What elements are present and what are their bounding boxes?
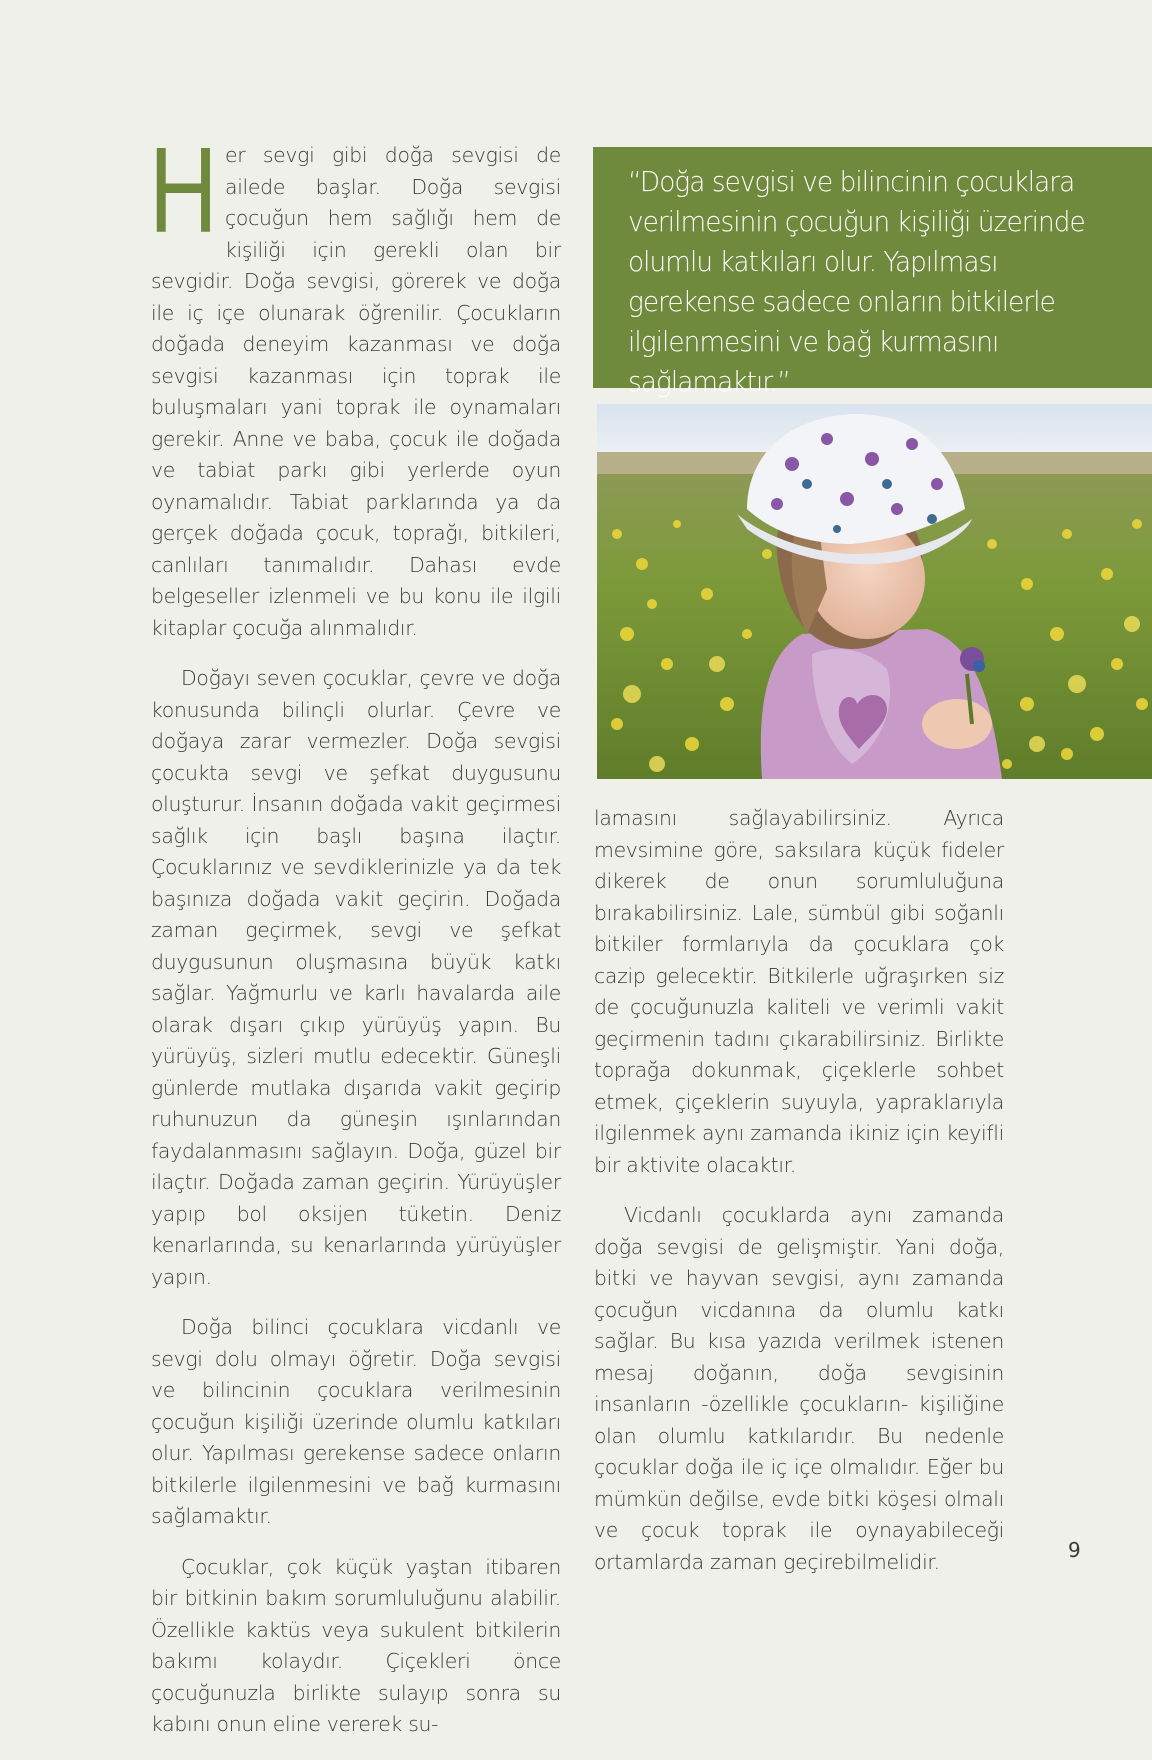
drop-cap: H <box>149 122 218 258</box>
paragraph-4: Çocuklar, çok küçük yaştan itibaren bir bitkinin bakım sorumluluğunu alabilir. Özellikle kaktüs veya sukulent bitkilerin bakımı kolaydır. Çiçekleri önce çocuğunuzla birlikte sulayıp sonra su kabını onun eline vererek su- <box>151 1554 561 1736</box>
paragraph-3: Doğa bilinci çocuklara vicdanlı ve sevgi dolu olmayı öğretir. Doğa sevgisi ve bilincinin çocuklara verilmesinin çocuğun kişiliği üzerinde olumlu katkıları olur. Yapılması gerekense sadece onların bitkilerle ilgilenmesini ve bağ kurmasını sağlamaktır. <box>151 1315 561 1528</box>
left-column <box>149 122 561 1760</box>
right-column <box>594 803 1004 1597</box>
child-flower-photo <box>597 404 1152 779</box>
pull-quote-box <box>593 147 1152 398</box>
paragraph-1 <box>149 122 561 644</box>
paragraph-2: Doğayı seven çocuklar, çevre ve doğa konusunda bilinçli olurlar. Çevre ve doğaya zarar vermezler. Doğa sevgisi çocukta sevgi ve şefkat duygusunu oluşturur. İnsanın doğada vakit geçirmesi sağlık için başlı başına ilaçtır. Çocuklarınız ve sevdiklerinizle ya da tek başınıza doğada vakit geçirin. Doğada zaman geçirmek, sevgi ve şefkat duygusunun oluşmasına büyük katkı sağlar. Yağmurlu ve karlı havalarda aile olarak dışarı çıkıp yürüyüş yapın. Bu yürüyüş, sizleri mutlu edecektir. Güneşli günlerde mutlaka dışarıda vakit geçirip ruhunuzun da güneşin ışınlarından faydalanmasını sağlayın. Doğa, güzel bir ilaçtır. Doğada zaman geçirin. Yürüyüşler yapıp bol oksijen tüketin. Deniz kenarlarında, su kenarlarında yürüyüşler yapın. <box>151 666 561 1289</box>
page-number: 9 <box>1068 1538 1081 1562</box>
paragraph-5: lamasını sağlayabilirsiniz. Ayrıca mevsimine göre, saksılara küçük fideler dikerek de onun sorumluluğuna bırakabilirsiniz. Lale, sümbül gibi soğanlı bitkiler formlarıyla da çocuklara çok cazip gelecektir. Bitkilerle uğraşırken siz de çocuğunuzla kaliteli ve verimli vakit geçirmenin tadını çıkarabilirsiniz. Birlikte toprağa dokunmak, çiçeklerle sohbet etmek, çiçeklerin suyuyla, yapraklarıyla ilgilenmek aynı zamanda ikiniz için keyifli bir aktivite olacaktır. <box>594 806 1004 1177</box>
paragraph-6: Vicdanlı çocuklarda aynı zamanda doğa sevgisi de gelişmiştir. Yani doğa, bitki ve hayvan sevgisi, aynı zamanda çocuğun vicdanına da olumlu katkı sağlar. Bu kısa yazıda verilmek istenen mesaj doğanın, doğa sevgisinin insanların -özellikle çocukların- kişiliğine olan olumlu katkılarıdır. Bu nedenle çocuklar doğa ile iç içe olmalıdır. Eğer bu mümkün değilse, evde bitki köşesi olmalı ve çocuk toprak ile oynayabileceği ortamlarda zaman geçirebilmelidir. <box>594 1203 1004 1574</box>
photo-child-in-flower-field-icon <box>597 404 1152 779</box>
pull-quote: “Doğa sevgisi ve bilincinin çocuklara verilmesinin çocuğun kişiliği üzerinde olumlu katkıları olur. Yapılması gerekense sadece onların bitkilerle ilgilenmesini ve bağ kurmasını sağlamaktır.” <box>628 165 1085 398</box>
paragraph-1-text: er sevgi gibi doğa sevgisi de ailede başlar. Doğa sevgisi çocuğun hem sağlığı hem de kişiliği için gerekli olan bir sevgidir. Doğa sevgisi, görerek ve doğa ile iç içe olunarak öğrenilir. Çocukların doğada deneyim kazanması ve doğa sevgisi kazanması için toprak ile buluşmaları yani toprak ile oynamaları gerekir. Anne ve baba, çocuk ile doğada ve tabiat parkı gibi yerlerde oyun oynamalıdır. Tabiat parklarında ya da gerçek doğada çocuk, toprağı, bitkileri, canlıları tanımalıdır. Dahası evde belgeseller izlenmeli ve bu konu ile ilgili kitaplar çocuğa alınmalıdır. <box>151 143 561 640</box>
